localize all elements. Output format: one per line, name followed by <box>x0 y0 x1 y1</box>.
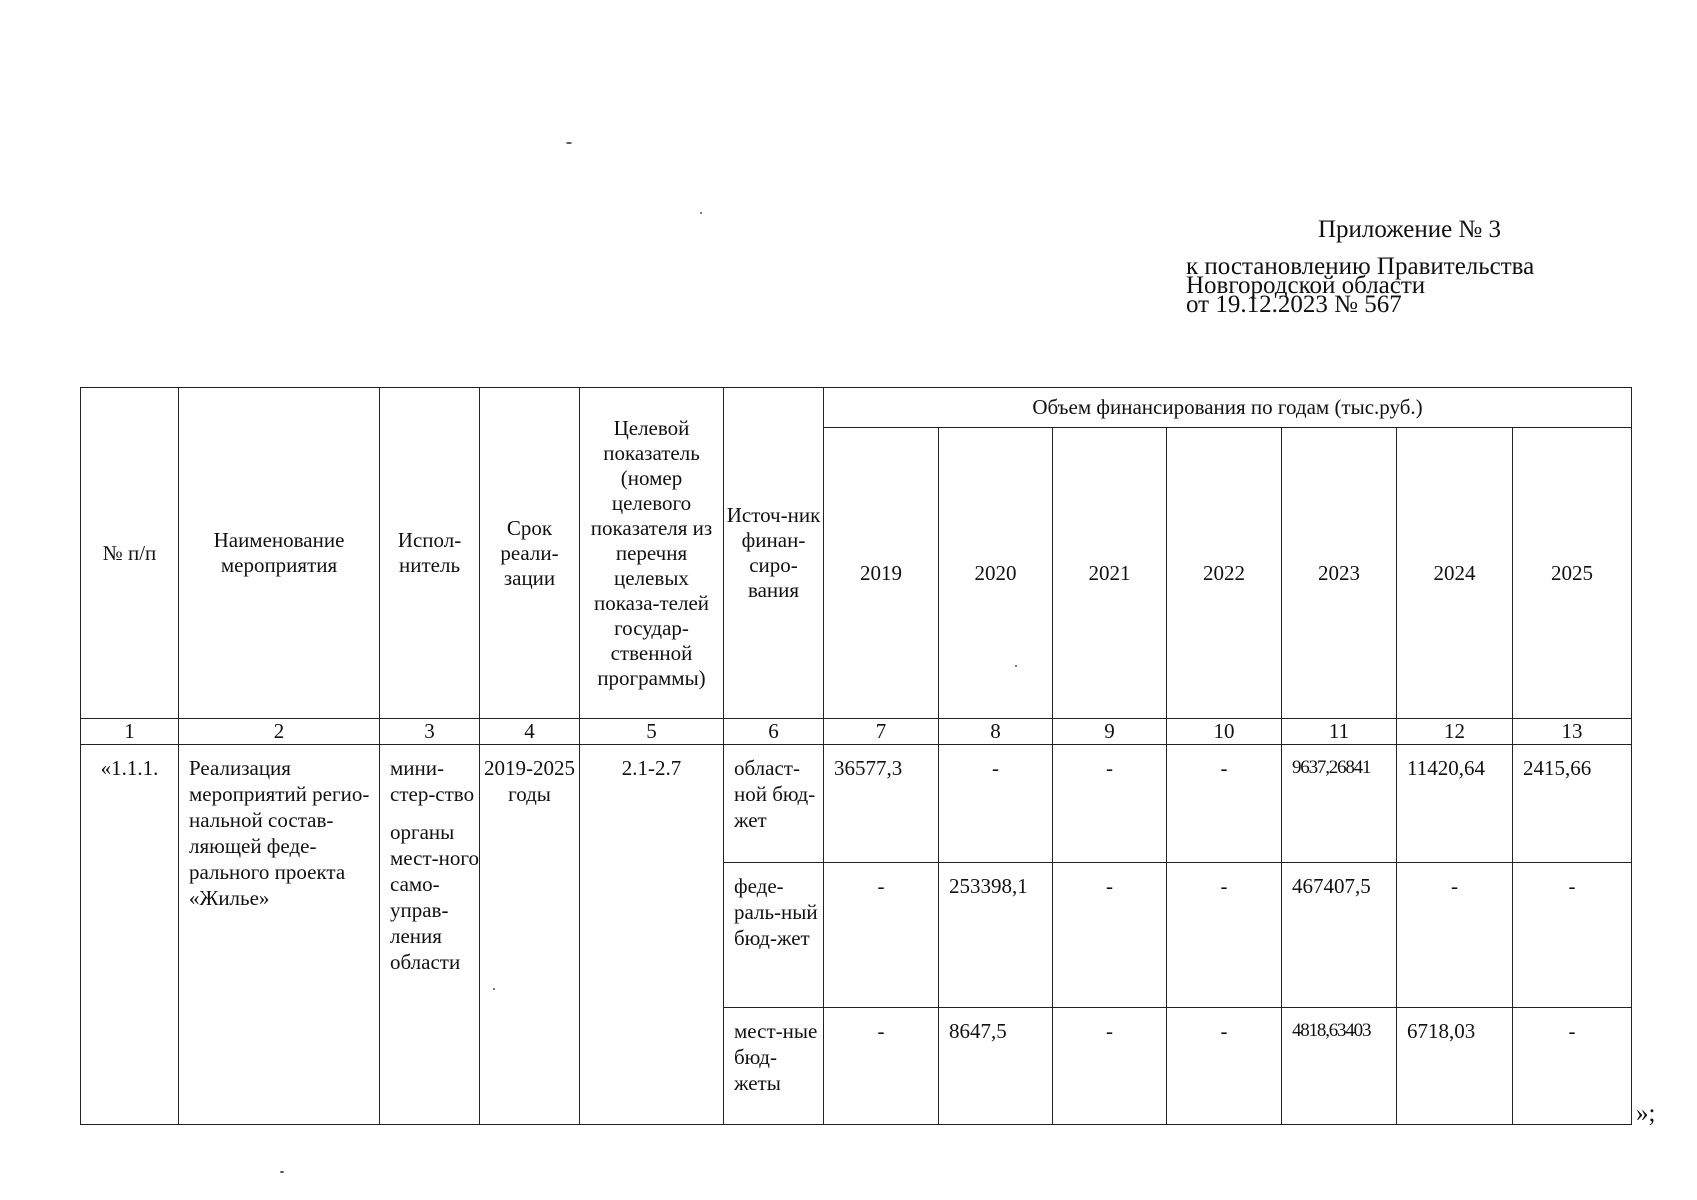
appendix-line-2: Новгородской области <box>1186 272 1426 299</box>
header-source: Источ-ник финан-сиро-вания <box>724 388 824 719</box>
funding-value: - <box>939 745 1053 863</box>
funding-value: 6718,03 <box>1397 1008 1513 1125</box>
appendix-title: Приложение № 3 <box>1318 216 1502 243</box>
scan-speck <box>280 1171 284 1173</box>
header-executor: Испол-нитель <box>380 388 480 719</box>
financing-table <box>80 387 1632 1125</box>
header-target: Целевой показатель (номер целевого показателя из перечня целевых показа-телей государ-ственной программы) <box>580 388 724 719</box>
funding-value: - <box>1053 863 1167 1008</box>
executor <box>380 745 480 1125</box>
executor-local-authorities: органы мест-ного само-управ-ления области <box>390 820 479 974</box>
funding-value: - <box>1397 863 1513 1008</box>
appendix-line-1: к постановлению Правительства <box>1186 253 1535 280</box>
header-row <box>81 388 1632 428</box>
scan-speck <box>700 212 702 214</box>
header-funding-group: Объем финансирования по годам (тыс.руб.) <box>824 388 1632 428</box>
header-year: 2024 <box>1397 428 1513 719</box>
column-number: 7 <box>824 719 939 745</box>
column-number: 10 <box>1167 719 1282 745</box>
table-row <box>81 745 1632 863</box>
scan-speck <box>493 988 495 990</box>
column-number: 5 <box>580 719 724 745</box>
funding-value: - <box>1053 1008 1167 1125</box>
funding-value: 11420,64 <box>1397 745 1513 863</box>
funding-value: - <box>1513 863 1632 1008</box>
funding-source: феде-раль-ный бюд-жет <box>724 863 824 1008</box>
appendix-line-3: от 19.12.2023 № 567 <box>1186 291 1402 318</box>
funding-value: 8647,5 <box>939 1008 1053 1125</box>
funding-value: 36577,3 <box>824 745 939 863</box>
header-year: 2020 <box>939 428 1053 719</box>
column-number: 8 <box>939 719 1053 745</box>
funding-value: 2415,66 <box>1513 745 1632 863</box>
activity-name: Реализация мероприятий регио-нальной состав-ляющей феде-рального проекта «Жилье» <box>179 745 380 1125</box>
funding-source: мест-ные бюд-жеты <box>724 1008 824 1125</box>
executor-ministry: мини-стер-ство <box>390 756 475 806</box>
row-number: «1.1.1. <box>81 745 179 1125</box>
appendix-header <box>1186 216 1646 318</box>
column-number: 13 <box>1513 719 1632 745</box>
column-number: 9 <box>1053 719 1167 745</box>
target-indicator: 2.1-2.7 <box>580 745 724 1125</box>
column-number: 12 <box>1397 719 1513 745</box>
column-number: 2 <box>179 719 380 745</box>
header-year: 2023 <box>1282 428 1397 719</box>
implementation-term: 2019-2025 годы <box>480 745 580 1125</box>
funding-value: 9637,26841 <box>1282 745 1397 863</box>
funding-value: 467407,5 <box>1282 863 1397 1008</box>
funding-value: - <box>1513 1008 1632 1125</box>
header-term: Срок реали-зации <box>480 388 580 719</box>
header-year: 2025 <box>1513 428 1632 719</box>
header-year: 2021 <box>1053 428 1167 719</box>
column-number: 1 <box>81 719 179 745</box>
header-name: Наименование мероприятия <box>179 388 380 719</box>
column-number: 4 <box>480 719 580 745</box>
funding-source: област-ной бюд-жет <box>724 745 824 863</box>
funding-value: - <box>824 1008 939 1125</box>
header-year: 2022 <box>1167 428 1282 719</box>
funding-value: - <box>1053 745 1167 863</box>
scan-speck <box>1015 665 1017 667</box>
funding-value: 4818,63403 <box>1282 1008 1397 1125</box>
closing-quote-mark: »; <box>1636 1100 1656 1127</box>
header-num: № п/п <box>81 388 179 719</box>
header-year: 2019 <box>824 428 939 719</box>
column-number-row <box>81 719 1632 745</box>
column-number: 3 <box>380 719 480 745</box>
funding-value: 253398,1 <box>939 863 1053 1008</box>
column-number: 6 <box>724 719 824 745</box>
funding-value: - <box>1167 745 1282 863</box>
column-number: 11 <box>1282 719 1397 745</box>
funding-value: - <box>824 863 939 1008</box>
funding-value: - <box>1167 1008 1282 1125</box>
scan-speck <box>566 142 572 144</box>
funding-value: - <box>1167 863 1282 1008</box>
